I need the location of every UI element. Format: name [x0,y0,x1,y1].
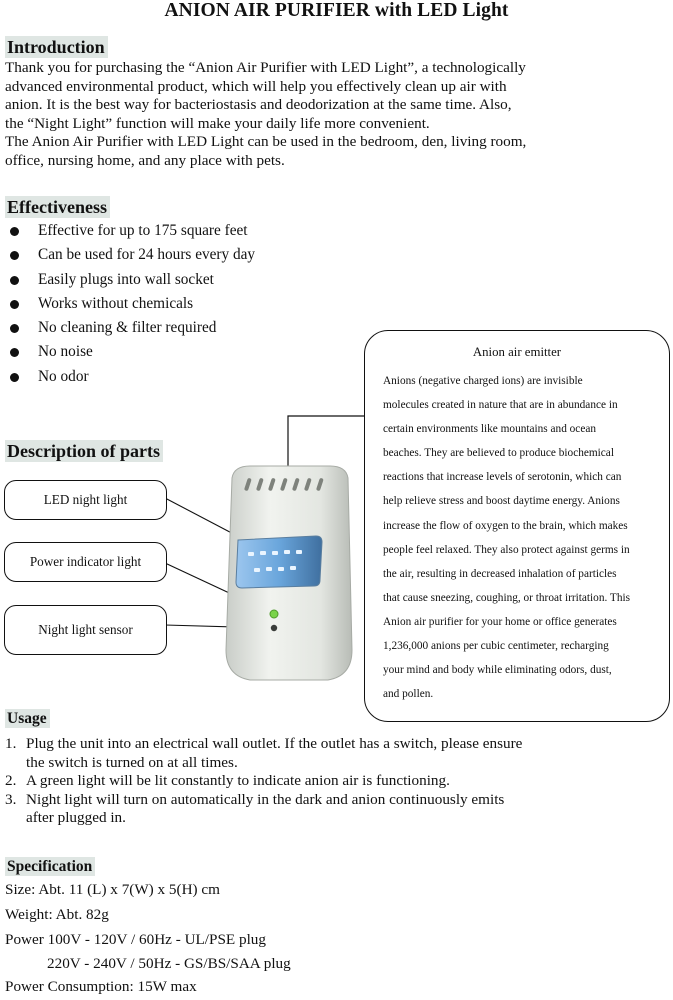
emitter-line: increase the flow of oxygen to the brain, which makes [383,519,628,532]
emitter-line: reactions that increase levels of serotonin, which can [383,471,622,484]
usage-line: after plugged in. [26,809,126,827]
intro-line: The Anion Air Purifier with LED Light can be used in the bedroom, den, living room, [5,133,527,151]
usage-line: Plug the unit into an electrical wall outlet. If the outlet has a switch, please ensure [26,735,523,752]
list-item: Works without chemicals [8,292,255,316]
usage-line: the switch is turned on at all times. [26,753,238,771]
emitter-line: Anions (negative charged ions) are invisible [383,375,583,387]
led-night-light-label: LED night light [4,480,167,520]
intro-line: office, nursing home, and any place with pets. [5,151,285,169]
usage-heading: Usage [5,709,50,728]
night-light-sensor [271,625,277,631]
intro-line: the “Night Light” function will make your daily life more convenient. [5,114,430,132]
emitter-line: beaches. They are believed to produce biochemical [383,447,614,460]
list-item [5,772,605,791]
spec-weight: Weight: Abt. 82g [5,906,109,923]
spec-size: Size: Abt. 11 (L) x 7(W) x 5(H) cm [5,881,220,898]
emitter-line: Anion air purifier for your home or office generates [383,615,617,628]
emitter-title: Anion air emitter [472,345,562,359]
emitter-info-box [364,330,670,722]
usage-number: 1. [5,735,17,752]
emitter-line: your mind and body while eliminating odors, dust, [383,664,612,677]
usage-number: 2. [5,772,17,790]
list-item [5,735,605,772]
list-item: Easily plugs into wall socket [8,268,255,292]
intro-line: anion. It is the best way for bacteriostasis and deodorization at the same time. Also, [5,96,512,114]
power-indicator-light [270,610,278,618]
purifier-device [226,466,352,680]
introduction-heading: Introduction [5,36,108,58]
effectiveness-heading: Effectiveness [5,196,110,218]
emitter-line: 1,236,000 anions per cubic centimeter, recharging [383,640,609,653]
usage-number: 3. [5,790,17,808]
spec-consumption: Power Consumption: 15W max [5,978,197,995]
emitter-line: help relieve stress and boost daytime energy. Anions [383,495,620,508]
usage-line: A green light will be lit constantly to indicate anion air is functioning. [26,772,450,790]
usage-list [5,735,605,828]
emitter-text [383,369,659,706]
list-item: Effective for up to 175 square feet [8,219,255,243]
emitter-line: molecules created in nature that are in abundance in [383,399,618,412]
emitter-line: that cause sneezing, coughing, or throat irritation. This [383,591,631,604]
intro-line: Thank you for purchasing the “Anion Air Purifier with LED Light”, a technologically [5,59,526,76]
emitter-line: people feel relaxed. They also protect against germs in [383,543,630,556]
list-item: No odor [8,365,255,389]
emitter-line: and pollen. [383,688,434,701]
list-item [5,791,605,828]
emitter-leader-line [288,416,364,466]
intro-line: advanced environmental product, which will help you effectively clean up air with [5,77,507,95]
usage-line: Night light will turn on automatically in the dark and anion continuously emits [26,790,505,808]
parts-heading: Description of parts [5,440,163,462]
list-item: Can be used for 24 hours every day [8,243,255,267]
power-indicator-label: Power indicator light [4,542,167,582]
spec-power-1: Power 100V - 120V / 60Hz - UL/PSE plug [5,931,266,948]
led-panel [236,536,322,588]
night-light-sensor-label: Night light sensor [4,605,167,655]
page-title: ANION AIR PURIFIER with LED Light [164,0,509,21]
emitter-line: certain environments like mountains and ocean [383,423,597,436]
list-item: No noise [8,340,255,364]
emitter-line: the air, resulting in decreased inhalation of particles [383,567,617,580]
specification-heading: Specification [5,857,95,876]
spec-power-2: 220V - 240V / 50Hz - GS/BS/SAA plug [47,955,291,972]
list-item: No cleaning & filter required [8,316,255,340]
